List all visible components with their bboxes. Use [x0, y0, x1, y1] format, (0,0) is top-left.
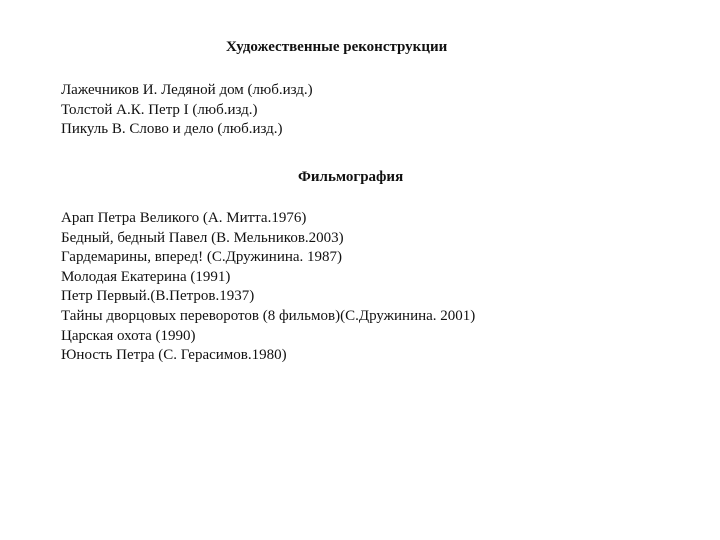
list-item: Молодая Екатерина (1991)	[61, 268, 231, 285]
reconstructions-list	[61, 81, 313, 140]
list-item: Гардемарины, вперед! (С.Дружинина. 1987)	[61, 249, 343, 266]
filmography-heading: Фильмография	[298, 169, 404, 185]
list-item: Толстой А.К. Петр I (люб.изд.)	[61, 101, 258, 118]
list-item: Пикуль В. Слово и дело (люб.изд.)	[61, 121, 283, 138]
reconstructions-heading: Художественные реконструкции	[226, 39, 448, 55]
list-item: Арап Петра Великого (А. Митта.1976)	[61, 210, 307, 226]
list-item: Петр Первый.(В.Петров.1937)	[61, 288, 255, 305]
list-item: Лажечников И. Ледяной дом (люб.изд.)	[61, 82, 313, 98]
list-item: Бедный, бедный Павел (В. Мельников.2003)	[61, 229, 344, 246]
list-item: Юность Петра (С. Герасимов.1980)	[61, 347, 287, 364]
list-item: Тайны дворцовых переворотов (8 фильмов)(С.Дружинина. 2001)	[61, 307, 476, 324]
list-item: Царская охота (1990)	[61, 327, 196, 344]
filmography-list	[61, 209, 475, 366]
